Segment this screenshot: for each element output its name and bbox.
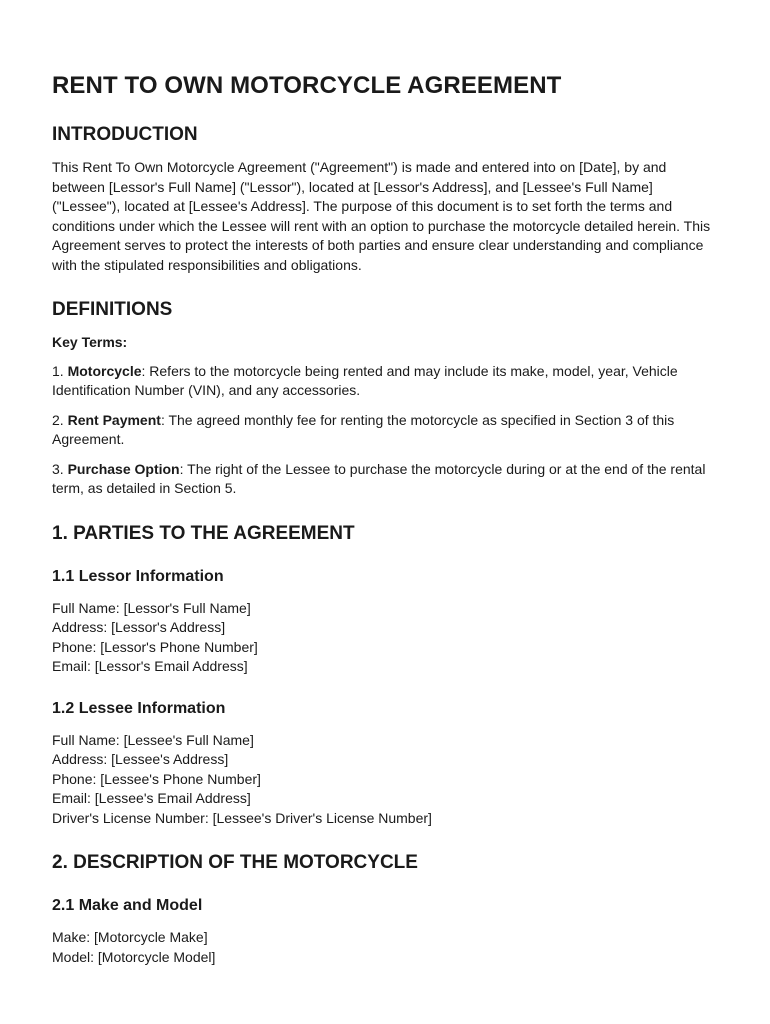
definition-desc: : Refers to the motorcycle being rented and may include its make, model, year, Vehicle Identification Number (VIN), and any accessories. [52,362,678,398]
lessee-heading: 1.2 Lessee Information [52,699,226,717]
lessee-phone: Phone: [Lessee's Phone Number] [52,770,261,787]
document-title: RENT TO OWN MOTORCYCLE AGREEMENT [52,72,562,99]
definitions-section [52,299,718,499]
lessor-email: Email: [Lessor's Email Address] [52,658,248,674]
lessor-address: Address: [Lessor's Address] [52,619,226,635]
lessor-info [52,567,718,677]
definition-term: Rent Payment [67,411,161,428]
description-section [52,852,718,967]
key-terms-label: Key Terms: [52,334,128,350]
document-body [52,124,718,967]
definition-item [52,460,718,499]
lessee-address: Address: [Lessee's Address] [52,751,229,767]
motorcycle-make: Make: [Motorcycle Make] [52,929,208,945]
definition-desc: : The agreed monthly fee for renting the motorcycle as specified in Section 3 of this Agreement. [52,411,675,447]
parties-heading: 1. PARTIES TO THE AGREEMENT [52,522,355,544]
definition-desc: : The right of the Lessee to purchase the motorcycle during or at the end of the rental term, as detailed in Section 5. [52,460,706,496]
definition-number: 2. [52,411,68,428]
definitions-heading: DEFINITIONS [52,299,173,320]
parties-section [52,523,718,829]
make-model-info [52,896,718,967]
lessee-license: Driver's License Number: [Lessee's Driver's License Number] [52,809,432,826]
definition-term: Purchase Option [67,460,180,477]
motorcycle-model: Model: [Motorcycle Model] [52,948,216,965]
definition-term: Motorcycle [67,362,142,379]
lessee-info [52,699,718,829]
description-heading: 2. DESCRIPTION OF THE MOTORCYCLE [52,852,418,873]
introduction-section [52,124,718,275]
introduction-text: This Rent To Own Motorcycle Agreement ("Agreement") is made and entered into on [Date], by and between [Lessor's Full Name] ("Lessor"), located at [Lessor's Address], and [Lessee's Full Name] ("Lessee"), located at [Lessee's Address]. The purpose of this document is to set forth the terms and conditions under which the Lessee will rent with an option to purchase the motorcycle detailed herein. This Agreement serves to protect the interests of both parties and ensure clear understanding and compliance with the stipulated responsibilities and obligations. [52,159,711,273]
introduction-heading: INTRODUCTION [52,124,198,145]
lessee-full-name: Full Name: [Lessee's Full Name] [52,731,254,748]
lessor-full-name: Full Name: [Lessor's Full Name] [52,599,251,616]
definition-item [52,362,718,401]
definition-item [52,411,718,450]
lessee-email: Email: [Lessee's Email Address] [52,790,251,806]
definition-number: 3. [52,460,68,477]
lessor-heading: 1.1 Lessor Information [52,567,224,585]
make-model-heading: 2.1 Make and Model [52,897,203,914]
lessor-phone: Phone: [Lessor's Phone Number] [52,638,258,655]
definition-number: 1. [52,362,68,379]
